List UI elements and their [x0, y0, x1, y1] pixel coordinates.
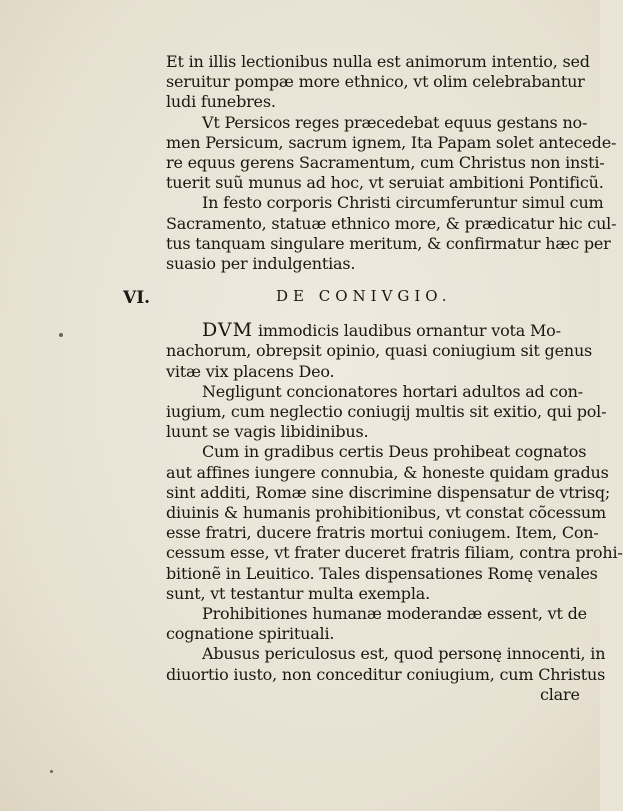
section-heading: DE CONIVGIO. — [276, 287, 452, 306]
text-line: aut affines iungere connubia, & honeste quidam gradus — [166, 462, 609, 482]
text-line: seruitur pompæ more ethnico, vt olim celebrabantur — [166, 72, 585, 92]
text-line: suasio per indulgentias. — [166, 254, 356, 274]
text-line: bitionẽ in Leuitico. Tales dispensationes Romę venales — [166, 563, 598, 583]
text-line: diuinis & humanis prohibitionibus, vt constat cõcessum — [166, 503, 606, 523]
text-line: Vt Persicos reges præcedebat equus gestans no- — [202, 112, 588, 132]
text-line: Abusus periculosus est, quod personę innocenti, in — [202, 644, 606, 664]
ink-speck — [59, 333, 63, 337]
text-line: cessum esse, vt frater duceret fratris filiam, contra prohi- — [166, 543, 623, 563]
text-line: re equus gerens Sacramentum, cum Christus non insti- — [166, 153, 605, 173]
initial-word: DVM — [202, 319, 254, 342]
text-line: esse fratri, ducere fratris mortui coniugem. Item, Con- — [166, 523, 599, 543]
text-line: sunt, vt testantur multa exempla. — [166, 583, 430, 603]
ink-speck — [50, 770, 53, 773]
text-line: sint additi, Romæ sine discrimine dispensatur de vtrisq; — [166, 482, 611, 502]
text-line: tus tanquam singulare meritum, & confirmatur hæc per — [166, 233, 611, 253]
text-line: diuortio iusto, non conceditur coniugium, cum Christus — [166, 664, 606, 684]
text-line: vitæ vix placens Deo. — [166, 361, 335, 381]
text-line: In festo corporis Christi circumferuntur simul cum — [202, 193, 604, 213]
text-line: Sacramento, statuæ ethnico more, & prædicatur hic cul- — [166, 213, 617, 233]
text-line: Prohibitiones humanæ moderandæ essent, vt de — [202, 604, 587, 624]
text-line: iugium, cum neglectio coniugij multis sit exitio, qui pol- — [166, 402, 607, 422]
text-block — [166, 52, 623, 705]
margin-section-number: VI. — [123, 288, 151, 308]
text-line: cognatione spirituali. — [166, 624, 335, 644]
text-line: men Persicum, sacrum ignem, Ita Papam solet antecede- — [166, 132, 617, 152]
text-line: Et in illis lectionibus nulla est animorum intentio, sed — [166, 52, 590, 71]
catchword: clare — [540, 684, 580, 704]
text-line: Cum in gradibus certis Deus prohibeat cognatos — [202, 442, 587, 462]
text-line: ludi funebres. — [166, 92, 276, 112]
text-line: nachorum, obrepsit opinio, quasi coniugium sit genus — [166, 341, 593, 361]
text-line — [166, 320, 572, 341]
text-line: Negligunt concionatores hortari adultos ad con- — [202, 381, 583, 401]
text-line: tuerit suũ munus ad hoc, vt seruiat ambitioni Pontificũ. — [166, 173, 604, 193]
text-fragment: immodicis laudibus ornantur vota Mo- — [253, 321, 561, 341]
heading-row — [166, 274, 572, 320]
text-line: luunt se vagis libidinibus. — [166, 422, 369, 442]
